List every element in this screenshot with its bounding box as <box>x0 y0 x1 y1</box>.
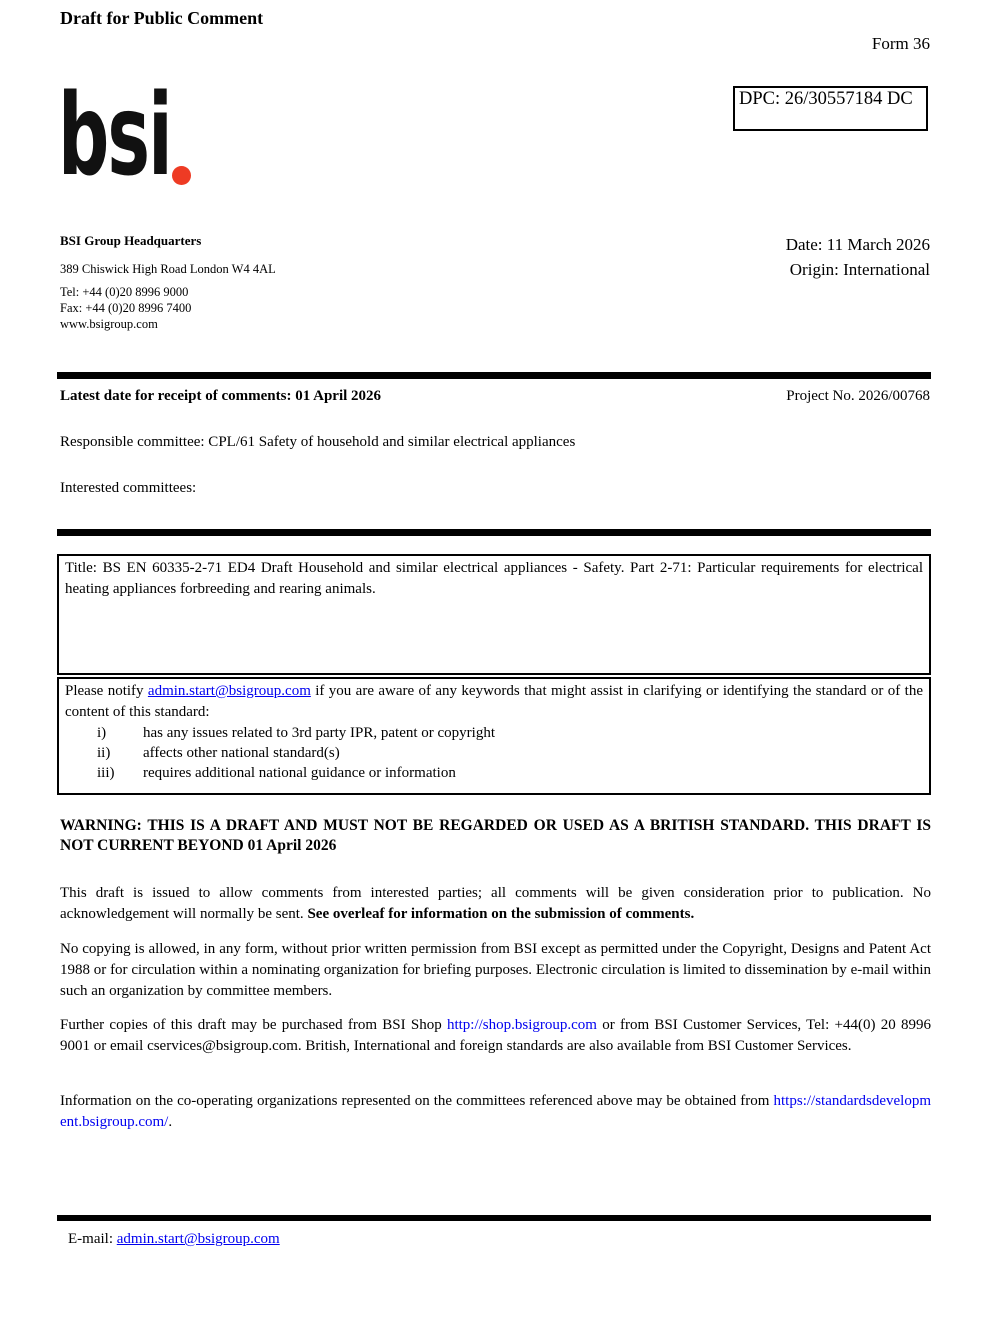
draft-issued-paragraph <box>60 883 931 925</box>
info-prefix: Information on the co-operating organizations represented on the committees referenced above may be obtained from <box>60 1093 774 1109</box>
project-number-label: Project No. 2026/00768 <box>786 388 930 404</box>
date-origin-block <box>560 232 930 282</box>
see-overleaf-text: See overleaf for information on the submission of comments. <box>307 906 695 922</box>
list-text: affects other national standard(s) <box>143 745 340 761</box>
keywords-item <box>97 743 923 763</box>
bsi-logo-red-dot-icon <box>172 166 191 185</box>
comments-deadline-row <box>60 388 930 405</box>
form-number-label: Form 36 <box>871 34 930 53</box>
cooperating-organizations-paragraph <box>60 1091 931 1133</box>
bsi-logo-text: bsi <box>58 71 171 201</box>
interested-committees-label: Interested committees: <box>60 480 197 496</box>
hq-website: www.bsigroup.com <box>60 317 158 331</box>
keywords-intro <box>65 681 923 723</box>
hq-name: BSI Group Headquarters <box>60 233 202 248</box>
headquarters-block <box>60 233 400 332</box>
admin-email-link[interactable]: admin.start@bsigroup.com <box>147 683 311 699</box>
responsible-committee-label: Responsible committee: CPL/61 Safety of household and similar electrical appliances <box>60 434 576 450</box>
dpc-number-box <box>733 86 928 131</box>
standard-title-text: Title: BS EN 60335-2-71 ED4 Draft Household and similar electrical appliances - Safety. Part 2-71: Particular requirements for electrical heating appliances forbreeding and rearing animals. <box>65 560 923 597</box>
list-marker: iii) <box>97 765 115 781</box>
draft-issued-text: This draft is issued to allow comments from interested parties; all comments will be given consideration prior to publication. No acknowledgement will normally be sent. <box>60 885 931 922</box>
latest-date-label: Latest date for receipt of comments: 01 April 2026 <box>60 388 382 404</box>
hq-street: 389 Chiswick High Road London W4 4AL <box>60 262 276 276</box>
title-box <box>57 554 931 675</box>
draft-warning-text: WARNING: THIS IS A DRAFT AND MUST NOT BE REGARDED OR USED AS A BRITISH STANDARD. THIS DRAFT IS NOT CURRENT BEYOND 01 April 2026 <box>60 817 931 854</box>
divider-middle <box>57 529 931 536</box>
list-marker: ii) <box>97 745 111 761</box>
no-copying-paragraph: No copying is allowed, in any form, without prior written permission from BSI except as permitted under the Copyright, Designs and Patent Act 1988 or for circulation within a nominating organization for briefing purposes. Electronic circulation is limited to dissemination by e-mail within such an organization by committee members. <box>60 941 931 999</box>
origin-line: Origin: International <box>789 260 930 279</box>
keywords-box <box>57 677 931 795</box>
further-copies-paragraph <box>60 1015 931 1057</box>
hq-tel: Tel: +44 (0)20 8996 9000 <box>60 285 189 299</box>
list-text: has any issues related to 3rd party IPR, patent or copyright <box>143 725 496 741</box>
bsi-shop-link[interactable]: http://shop.bsigroup.com <box>446 1017 597 1033</box>
info-suffix: . <box>168 1114 173 1130</box>
bsi-logo <box>58 71 218 201</box>
draft-for-public-comment-label: Draft for Public Comment <box>60 8 264 28</box>
list-text: requires additional national guidance or information <box>143 765 456 781</box>
further-copies-prefix: Further copies of this draft may be purchased from BSI Shop <box>60 1017 447 1033</box>
keywords-intro-prefix: Please notify <box>65 683 148 699</box>
hq-fax: Fax: +44 (0)20 8996 7400 <box>60 301 192 315</box>
keywords-intro-suffix: if you are aware of any keywords that might assist in clarifying or identifying the standard or of the content of this standard: <box>65 683 923 720</box>
standards-development-link[interactable]: https://standardsdevelopment.bsigroup.com/ <box>60 1093 931 1130</box>
footer-email-label: E-mail: <box>68 1231 117 1247</box>
divider-bottom <box>57 1215 931 1221</box>
list-marker: i) <box>97 725 107 741</box>
keywords-item <box>97 763 923 783</box>
divider-top <box>57 372 931 379</box>
footer-email-link[interactable]: admin.start@bsigroup.com <box>116 1231 280 1247</box>
footer-email-row <box>68 1231 280 1248</box>
keywords-item <box>97 723 923 743</box>
date-line: Date: 11 March 2026 <box>785 235 930 254</box>
dpc-number-label: DPC: 26/30557184 DC <box>739 89 913 109</box>
further-copies-suffix: or from BSI Customer Services, Tel: +44(0) 20 8996 9001 or email cservices@bsigroup.com. British, International and foreign standards are also available from BSI Customer Services. <box>60 1017 931 1054</box>
